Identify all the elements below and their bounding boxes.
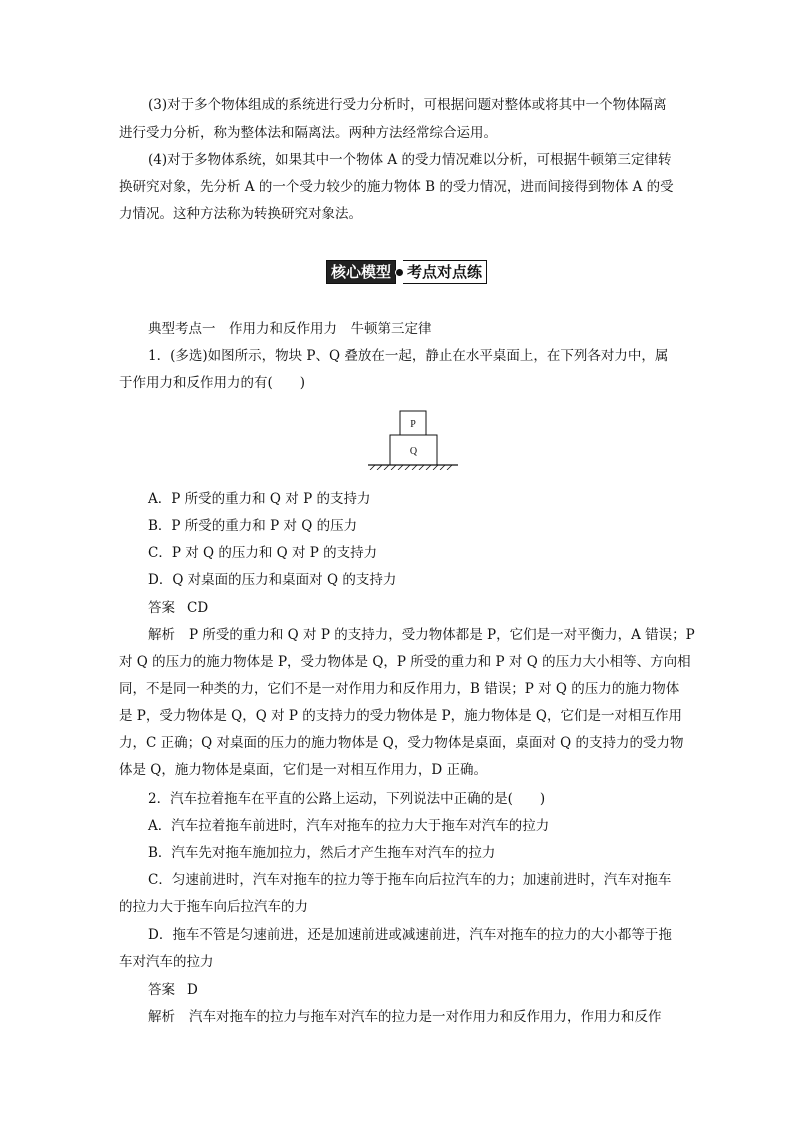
q1-stem-line2: 于作用力和反作用力的有( ) — [119, 375, 306, 391]
q1-analysis-line4: 是 P，受力物体是 Q，Q 对 P 的支持力的受力物体是 P，施力物体是 Q，它们是一对相互作用 — [119, 708, 682, 724]
intro-p4-line1: (4)对于多物体系统，如果其中一个物体 A 的受力情况难以分析，可根据牛顿第三定律转 — [148, 152, 672, 168]
section-banner — [326, 260, 487, 284]
table-hatching — [370, 465, 452, 470]
banner-left-label: 核心模型 — [326, 260, 396, 284]
q1-analysis-text: P 所受的重力和 Q 对 P 的支持力，受力物体都是 P，它们是一对平衡力，A 错误；P — [189, 627, 695, 643]
intro-p4-line3: 力情况。这种方法称为转换研究对象法。 — [119, 206, 362, 222]
q1-analysis-label: 解析 — [148, 627, 175, 643]
q2-option-b: B．汽车先对拖车施加拉力，然后才产生拖车对汽车的拉力 — [148, 845, 496, 861]
banner-right-label: 考点对点练 — [403, 260, 487, 284]
block-q-label: Q — [409, 446, 418, 457]
banner-dot-icon — [395, 268, 404, 277]
q2-option-d-line2: 车对汽车的拉力 — [119, 954, 214, 970]
q2-analysis-label: 解析 — [148, 1009, 175, 1025]
q1-answer-label: 答案 — [148, 600, 175, 616]
q2-analysis-line1 — [148, 1008, 662, 1026]
block-p-label: P — [410, 419, 416, 430]
q2-option-c-line1: C．匀速前进时，汽车对拖车的拉力等于拖车向后拉汽车的力；加速前进时，汽车对拖车 — [148, 872, 672, 888]
q1-analysis-line6: 体是 Q，施力物体是桌面，它们是一对相互作用力，D 正确。 — [119, 762, 487, 778]
q2-answer-value: D — [187, 982, 198, 998]
stacked-blocks-diagram — [368, 408, 458, 470]
q1-answer-value: CD — [187, 600, 209, 616]
q1-option-d: D．Q 对桌面的压力和桌面对 Q 的支持力 — [148, 572, 397, 588]
q2-answer — [148, 981, 198, 999]
q2-option-d-line1: D．拖车不管是匀速前进，还是加速前进或减速前进，汽车对拖车的拉力的大小都等于拖 — [148, 927, 672, 943]
q1-option-a: A．P 所受的重力和 Q 对 P 的支持力 — [148, 491, 371, 507]
intro-p4-line2: 换研究对象，先分析 A 的一个受力较少的施力物体 B 的受力情况，进而间接得到物体 A 的受 — [119, 179, 674, 195]
q2-option-c-line2: 的拉力大于拖车向后拉汽车的力 — [119, 899, 308, 915]
q2-analysis-text: 汽车对拖车的拉力与拖车对汽车的拉力是一对作用力和反作用力，作用力和反作 — [189, 1009, 662, 1025]
q1-analysis-line3: 同，不是同一种类的力，它们不是一对作用力和反作用力，B 错误；P 对 Q 的压力的施力物体 — [119, 681, 680, 697]
q1-stem-line1: 1．(多选)如图所示，物块 P、Q 叠放在一起，静止在水平桌面上，在下列各对力中，属 — [148, 348, 669, 364]
q2-option-a: A．汽车拉着拖车前进时，汽车对拖车的拉力大于拖车对汽车的拉力 — [148, 818, 550, 834]
q1-option-b: B．P 所受的重力和 P 对 Q 的压力 — [148, 518, 358, 534]
q2-answer-label: 答案 — [148, 982, 175, 998]
q1-answer — [148, 599, 208, 617]
q1-analysis-line1 — [148, 626, 695, 644]
q1-analysis-line2: 对 Q 的压力的施力物体是 P，受力物体是 Q，P 所受的重力和 P 对 Q 的压力大小相等、方向相 — [119, 654, 691, 670]
q1-option-c: C．P 对 Q 的压力和 Q 对 P 的支持力 — [148, 545, 378, 561]
intro-p3-line2: 进行受力分析，称为整体法和隔离法。两种方法经常综合运用。 — [119, 125, 497, 141]
q2-stem: 2．汽车拉着拖车在平直的公路上运动，下列说法中正确的是( ) — [148, 791, 546, 807]
intro-p3-line1: (3)对于多个物体组成的系统进行受力分析时，可根据问题对整体或将其中一个物体隔离 — [148, 97, 667, 113]
q1-analysis-line5: 力，C 正确；Q 对桌面的压力的施力物体是 Q，受力物体是桌面，桌面对 Q 的支持力的受力物 — [119, 735, 684, 751]
section-title: 典型考点一 作用力和反作用力 牛顿第三定律 — [148, 321, 432, 337]
